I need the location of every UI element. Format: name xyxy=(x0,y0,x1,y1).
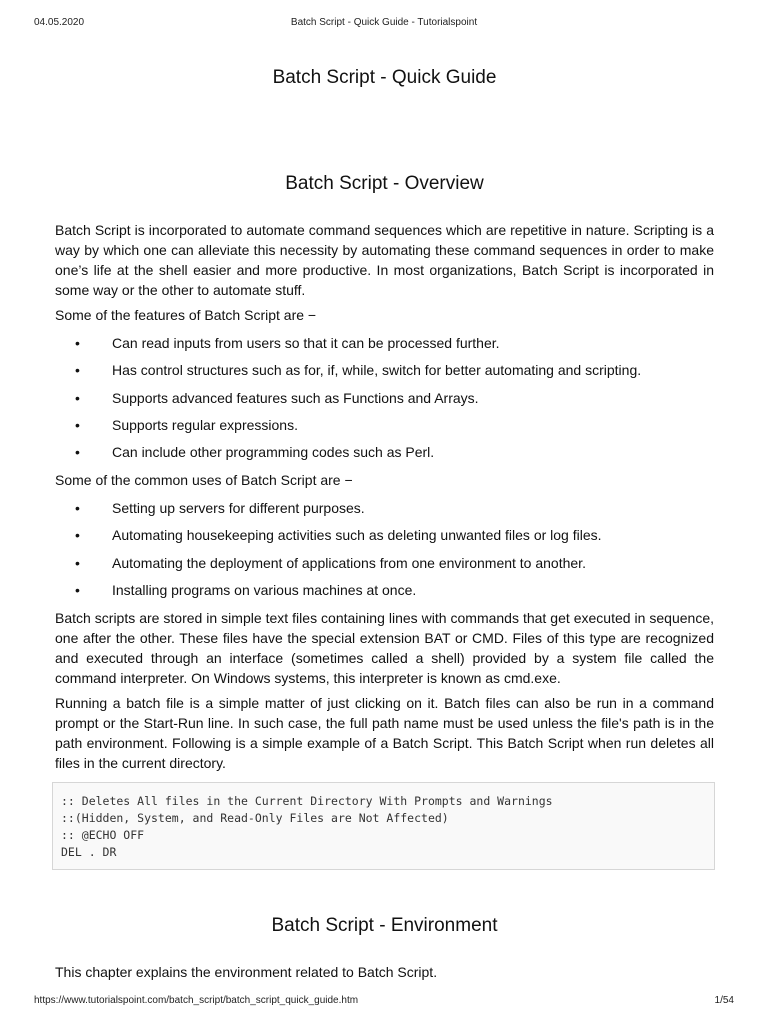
bullet-icon: • xyxy=(75,554,80,571)
list-item xyxy=(55,442,714,469)
list-item xyxy=(55,333,714,360)
list-item-text: Can include other programming codes such as Perl. xyxy=(112,444,435,461)
list-item-text: Has control structures such as for, if, while, switch for better automating and scripting. xyxy=(112,362,642,379)
page-number: 1/54 xyxy=(714,995,734,1006)
list-item-text: Supports advanced features such as Functions and Arrays. xyxy=(112,389,479,406)
print-date: 04.05.2020 xyxy=(34,17,85,28)
list-item xyxy=(55,415,714,442)
bullet-icon: • xyxy=(75,362,80,379)
print-header xyxy=(34,16,734,30)
print-url: https://www.tutorialspoint.com/batch_script/batch_script_quick_guide.htm xyxy=(34,995,359,1006)
stored-paragraph: Batch scripts are stored in simple text files containing lines with commands that get executed in sequence, one after the other. These files have the special extension BAT or CMD. Files of this type are recognized and executed through an interface (sometimes called a shell) provided by a system file called the command interpreter. On Windows systems, this interpreter is known as cmd.exe. xyxy=(55,610,714,686)
bullet-icon: • xyxy=(75,389,80,406)
print-page-title: Batch Script - Quick Guide - Tutorialspoint xyxy=(290,17,478,28)
list-item-text: Automating housekeeping activities such as deleting unwanted files or log files. xyxy=(112,527,602,544)
list-item xyxy=(55,360,714,387)
list-item-text: Can read inputs from users so that it can be processed further. xyxy=(112,335,500,351)
bullet-icon: • xyxy=(75,335,80,351)
overview-intro-paragraph: Batch Script is incorporated to automate command sequences which are repetitive in nature. Scripting is a way by which one can alleviate this necessity by automating these command sequences in order to make one’s life at the shell easier and more productive. In most organizations, Batch Script is incorporated in some way or the other to automate stuff. xyxy=(55,222,714,298)
print-footer xyxy=(34,994,734,1008)
list-item-text: Setting up servers for different purposes. xyxy=(112,500,365,516)
list-item-text: Automating the deployment of applications from one environment to another. xyxy=(112,554,586,571)
list-item-text: Supports regular expressions. xyxy=(112,416,298,433)
bullet-icon: • xyxy=(75,444,80,461)
list-item xyxy=(55,553,714,580)
code-text[interactable]: :: Deletes All files in the Current Directory With Prompts and Warnings ::(Hidden, System, and Read-Only Files are Not Affected) :: @ECHO OFF DEL . DR xyxy=(61,794,553,859)
list-item xyxy=(55,498,714,525)
list-item xyxy=(55,580,714,607)
list-item xyxy=(55,388,714,415)
bullet-icon: • xyxy=(75,527,80,544)
features-intro-paragraph: Some of the features of Batch Script are − xyxy=(55,307,317,323)
uses-list xyxy=(55,498,714,607)
features-list xyxy=(55,333,714,469)
list-item-text: Installing programs on various machines at once. xyxy=(112,581,417,598)
list-item xyxy=(55,525,714,552)
bullet-icon: • xyxy=(75,500,80,516)
bullet-icon: • xyxy=(75,581,80,598)
overview-heading: Batch Script - Overview xyxy=(285,173,484,194)
environment-intro-paragraph: This chapter explains the environment related to Batch Script. xyxy=(55,964,438,980)
code-block[interactable] xyxy=(52,782,715,870)
uses-intro-paragraph: Some of the common uses of Batch Script are − xyxy=(55,472,353,488)
page-title: Batch Script - Quick Guide xyxy=(272,67,497,88)
bullet-icon: • xyxy=(75,416,80,433)
environment-heading: Batch Script - Environment xyxy=(271,915,498,936)
running-paragraph: Running a batch file is a simple matter of just clicking on it. Batch files can also be run in a command prompt or the Start-Run line. In such case, the full path name must be used unless the file's path is in the path environment. Following is a simple example of a Batch Script. This Batch Script when run deletes all files in the current directory. xyxy=(55,695,714,771)
